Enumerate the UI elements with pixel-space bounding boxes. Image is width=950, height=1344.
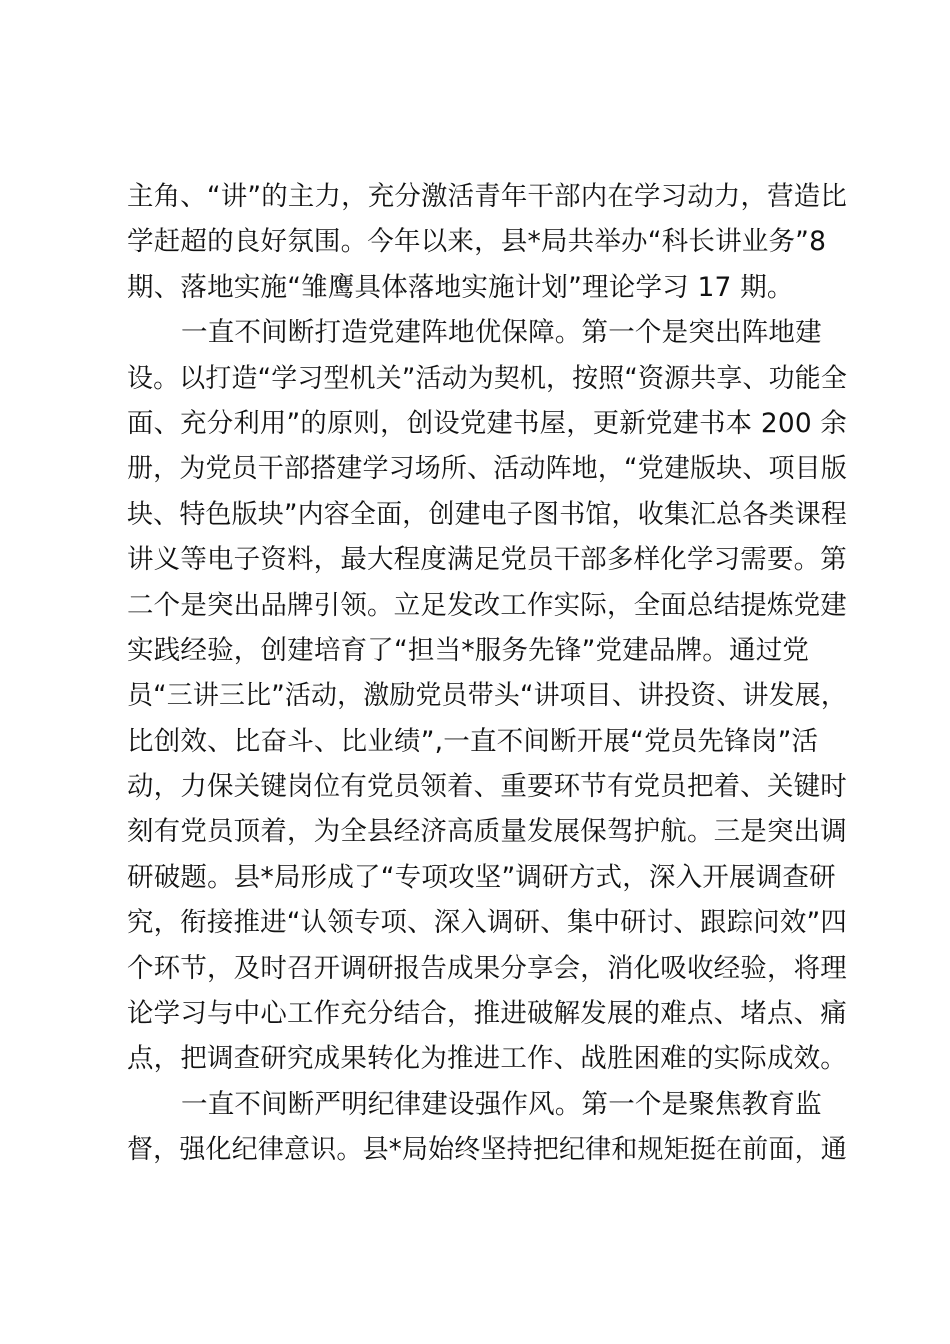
text-line: 点，把调查研究成果转化为推进工作、战胜困难的实际成效。 <box>127 1043 847 1075</box>
text-line: 册，为党员干部搭建学习场所、活动阵地，“党建版块、项目版 <box>127 453 847 485</box>
text-line: 一直不间断严明纪律建设强作风。第一个是聚焦教育监 <box>181 1088 822 1120</box>
text-line: 督，强化纪律意识。县*局始终坚持把纪律和规矩挺在前面，通 <box>127 1134 847 1166</box>
text-line: 动，力保关键岗位有党员领着、重要环节有党员把着、关键时 <box>127 771 847 803</box>
text-line: 刻有党员顶着，为全县经济高质量发展保驾护航。三是突出调 <box>127 816 847 848</box>
text-line: 主角、“讲”的主力，充分激活青年干部内在学习动力，营造比 <box>127 181 847 212</box>
text-line: 二个是突出品牌引领。立足发改工作实际，全面总结提炼党建 <box>127 589 847 621</box>
text-line: 面、充分利用”的原则，创设党建书屋，更新党建书本 200 余 <box>127 407 847 439</box>
text-line: 学赶超的良好氛围。今年以来，县*局共举办“科长讲业务”8 <box>127 226 827 258</box>
text-line: 实践经验，创建培育了“担当*服务先锋”党建品牌。通过党 <box>127 634 810 666</box>
text-line: 研破题。县*局形成了“专项攻坚”调研方式，深入开展调查研 <box>127 861 836 893</box>
body-text <box>127 174 847 1173</box>
text-line: 一直不间断打造党建阵地优保障。第一个是突出阵地建 <box>181 317 822 349</box>
text-line: 论学习与中心工作充分结合，推进破解发展的难点、堵点、痛 <box>127 998 847 1030</box>
text-line: 究，衔接推进“认领专项、深入调研、集中研讨、跟踪问效”四 <box>127 907 847 939</box>
text-line: 个环节，及时召开调研报告成果分享会，消化吸收经验，将理 <box>127 952 847 984</box>
text-line: 设。以打造“学习型机关”活动为契机，按照“资源共享、功能全 <box>127 362 848 394</box>
text-line: 期、落地实施“雏鹰具体落地实施计划”理论学习 17 期。 <box>127 271 794 303</box>
text-line: 员“三讲三比”活动，激励党员带头“讲项目、讲投资、讲发展， <box>127 680 848 712</box>
text-line: 块、特色版块”内容全面，创建电子图书馆，收集汇总各类课程 <box>127 498 847 530</box>
text-line: 比创效、比奋斗、比业绩”,一直不间断开展“党员先锋岗”活 <box>127 725 819 757</box>
text-line: 讲义等电子资料，最大程度满足党员干部多样化学习需要。第 <box>127 544 847 576</box>
